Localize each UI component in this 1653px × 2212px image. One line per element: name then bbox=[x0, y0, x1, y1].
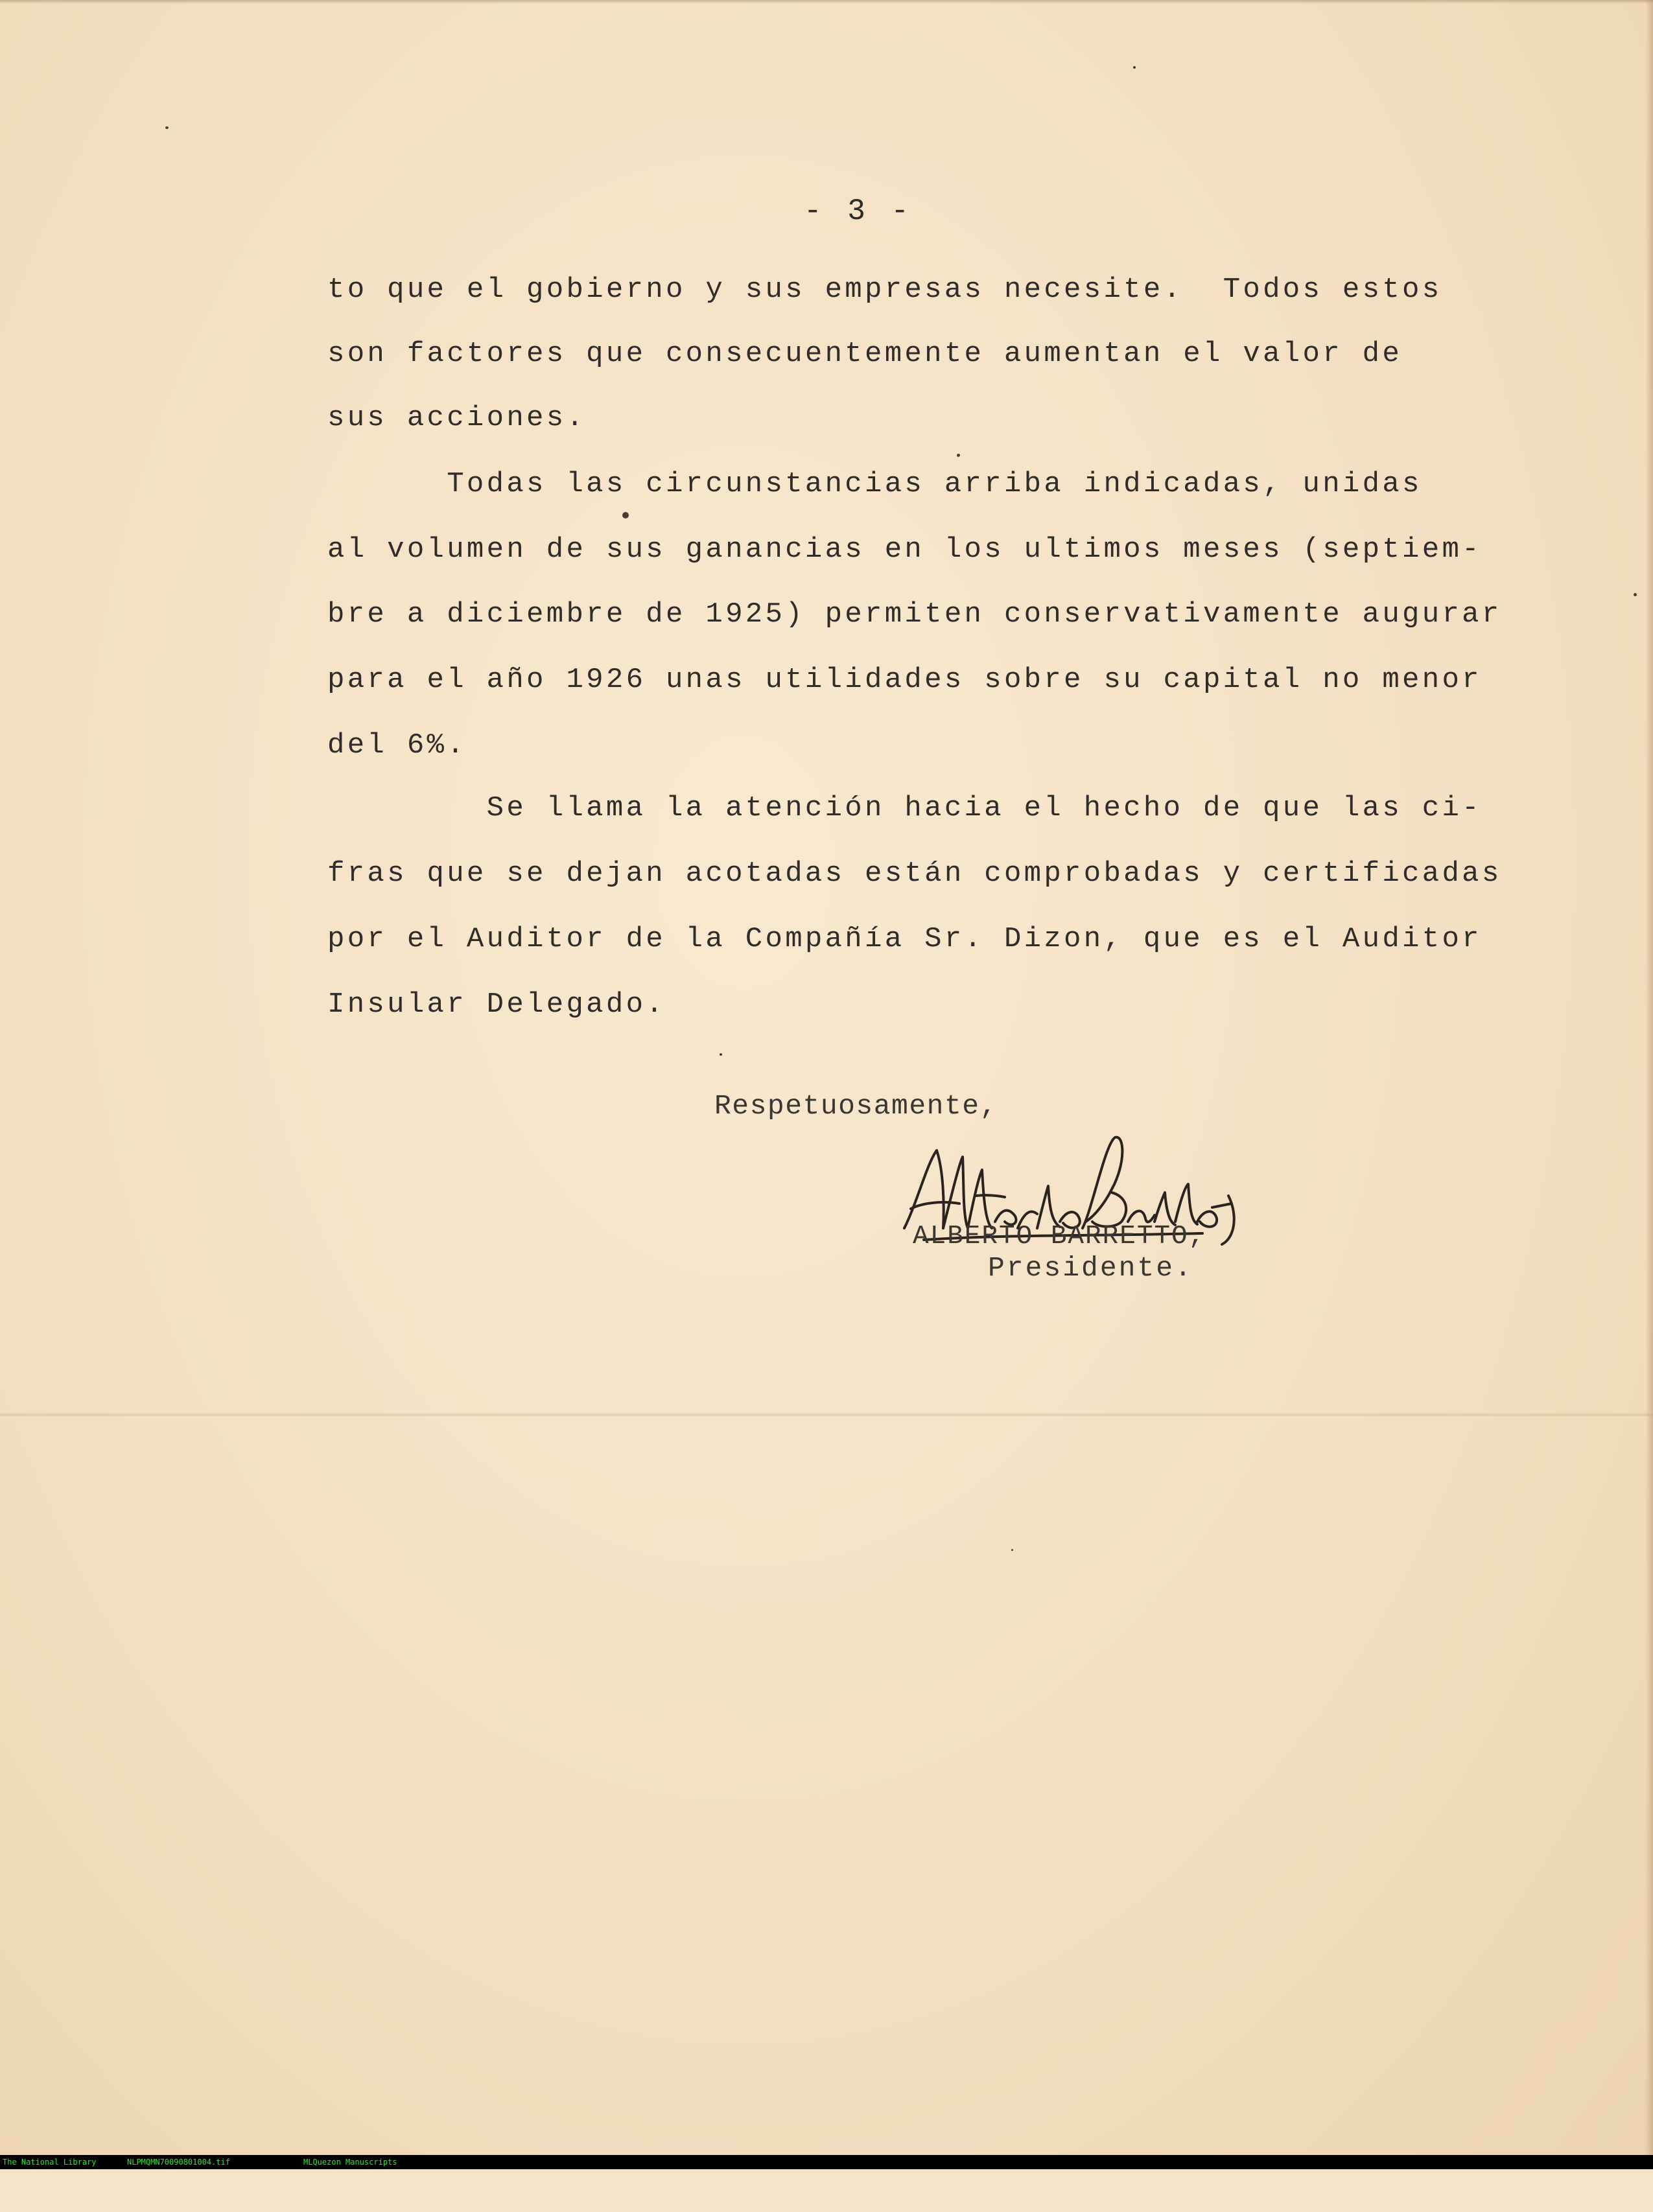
body-line: por el Auditor de la Compañía Sr. Dizon, que es el Auditor bbox=[327, 923, 1482, 955]
ink-speck bbox=[1133, 66, 1136, 69]
page-number: - 3 - bbox=[804, 194, 913, 228]
body-line: fras que se dejan acotadas están comprobadas y certificadas bbox=[327, 857, 1502, 890]
body-line: Se llama la atención hacia el hecho de que las ci- bbox=[327, 792, 1482, 824]
body-line: al volumen de sus ganancias en los ultimos meses (septiem- bbox=[327, 533, 1482, 566]
ink-speck bbox=[1011, 1549, 1013, 1551]
body-line: para el año 1926 unas utilidades sobre su capital no menor bbox=[327, 664, 1482, 696]
ink-speck bbox=[957, 454, 960, 457]
page-top-edge bbox=[0, 0, 1653, 4]
ink-speck bbox=[165, 126, 169, 129]
footer-institution: The National Library bbox=[3, 2158, 97, 2167]
signer-name: ALBERTO BARRETTO, bbox=[913, 1222, 1206, 1252]
paper-fold bbox=[0, 1413, 1653, 1417]
ink-speck bbox=[720, 1053, 722, 1056]
body-line: to que el gobierno y sus empresas necesite. Todos estos bbox=[327, 274, 1442, 306]
body-line: Todas las circunstancias arriba indicadas, unidas bbox=[327, 468, 1422, 500]
body-line: sus acciones. bbox=[327, 402, 587, 434]
body-line: bre a diciembre de 1925) permiten conservativamente augurar bbox=[327, 598, 1502, 631]
ink-speck bbox=[1634, 593, 1637, 596]
body-line: son factores que consecuentemente aumentan el valor de bbox=[327, 338, 1403, 370]
footer-filename: NLPMQMN70090801004.tif bbox=[127, 2158, 230, 2167]
ink-speck bbox=[622, 512, 629, 518]
footer-collection: MLQuezon Manuscripts bbox=[303, 2158, 397, 2167]
signer-title: Presidente. bbox=[988, 1252, 1193, 1284]
closing-salutation: Respetuosamente, bbox=[714, 1090, 998, 1122]
page-right-edge bbox=[1645, 0, 1653, 2155]
scan-footer bbox=[0, 2155, 1653, 2169]
body-line: del 6%. bbox=[327, 729, 467, 762]
body-line: Insular Delegado. bbox=[327, 988, 666, 1021]
